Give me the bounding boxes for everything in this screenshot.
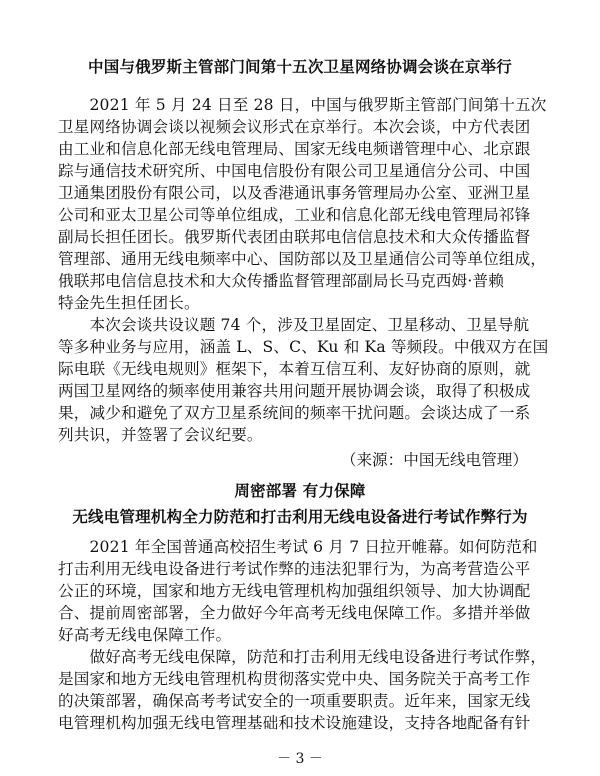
article2-line: 电管理机构加强无线电管理基础和技术设施建设，支持各地配备有针 bbox=[58, 714, 531, 732]
article1-line: 公司和亚太卫星公司等单位组成，工业和信息化部无线电管理局祁锋 bbox=[58, 206, 531, 224]
article1-line: 等多种业务与应用，涵盖 L、S、C、Ku 和 Ka 等频段。中俄双方在国 bbox=[58, 338, 549, 356]
article2-line: 打击利用无线电设备进行考试作弊的违法犯罪行为，为高考营造公平 bbox=[58, 560, 531, 578]
article1-line: 列共识，并签署了会议纪要。 bbox=[58, 426, 263, 444]
article1-line: 2021 年 5 月 24 日至 28 日，中国与俄罗斯主管部门间第十五次 bbox=[58, 96, 547, 114]
article1-line: 副局长担任团长。俄罗斯代表团由联邦电信信息技术和大众传播监督 bbox=[58, 228, 531, 246]
article1-source: （来源：中国无线电管理） bbox=[340, 451, 528, 469]
article2-line: 合、提前周密部署，全力做好今年高考无线电保障工作。多措并举做 bbox=[58, 604, 531, 622]
article2-line: 做好高考无线电保障，防范和打击利用无线电设备进行考试作弊， bbox=[58, 648, 547, 666]
article2-line: 的决策部署，确保高考考试安全的一项重要职责。近年来，国家无线 bbox=[58, 692, 531, 710]
article1-line: 卫星网络协调会谈以视频会议形式在京举行。本次会谈，中方代表团 bbox=[58, 118, 531, 136]
article1-line: 特金先生担任团长。 bbox=[58, 294, 200, 312]
article1-line: 卫通集团股份有限公司，以及香港通讯事务管理局办公室、亚洲卫星 bbox=[58, 184, 531, 202]
article1-line: 两国卫星网络的频率使用兼容共用问题开展协调会谈，取得了积极成 bbox=[58, 382, 531, 400]
article1-line: 本次会谈共设议题 74 个，涉及卫星固定、卫星移动、卫星导航 bbox=[58, 316, 530, 334]
article2-line: 是国家和地方无线电管理机构贯彻落实党中央、国务院关于高考工作 bbox=[58, 670, 531, 688]
article2-line: 好高考无线电保障工作。 bbox=[58, 626, 232, 644]
article2-heading: 周密部署 有力保障 bbox=[234, 482, 366, 500]
article1-title: 中国与俄罗斯主管部门间第十五次卫星网络协调会谈在京举行 bbox=[88, 58, 512, 76]
article1-line: 管理部、通用无线电频率中心、国防部以及卫星通信公司等单位组成， bbox=[58, 250, 547, 268]
article2-line: 公正的环境，国家和地方无线电管理机构加强组织领导、加大协调配 bbox=[58, 582, 531, 600]
article2-subheading: 无线电管理机构全力防范和打击利用无线电设备进行考试作弊行为 bbox=[72, 508, 528, 526]
article1-line: 踪与通信技术研究所、中国电信股份有限公司卫星通信分公司、中国 bbox=[58, 162, 531, 180]
article1-line: 果，减少和避免了双方卫星系统间的频率干扰问题。会谈达成了一系 bbox=[58, 404, 531, 422]
article1-line: 俄联邦电信信息技术和大众传播监督管理部副局长马克西姆·普赖 bbox=[58, 272, 504, 290]
article1-line: 际电联《无线电规则》框架下，本着互信互利、友好协商的原则，就 bbox=[58, 360, 531, 378]
article2-line: 2021 年全国普通高校招生考试 6 月 7 日拉开帷幕。如何防范和 bbox=[58, 538, 538, 556]
page-number: － 3 － bbox=[277, 751, 323, 767]
article1-line: 由工业和信息化部无线电管理局、国家无线电频谱管理中心、北京跟 bbox=[58, 140, 531, 158]
